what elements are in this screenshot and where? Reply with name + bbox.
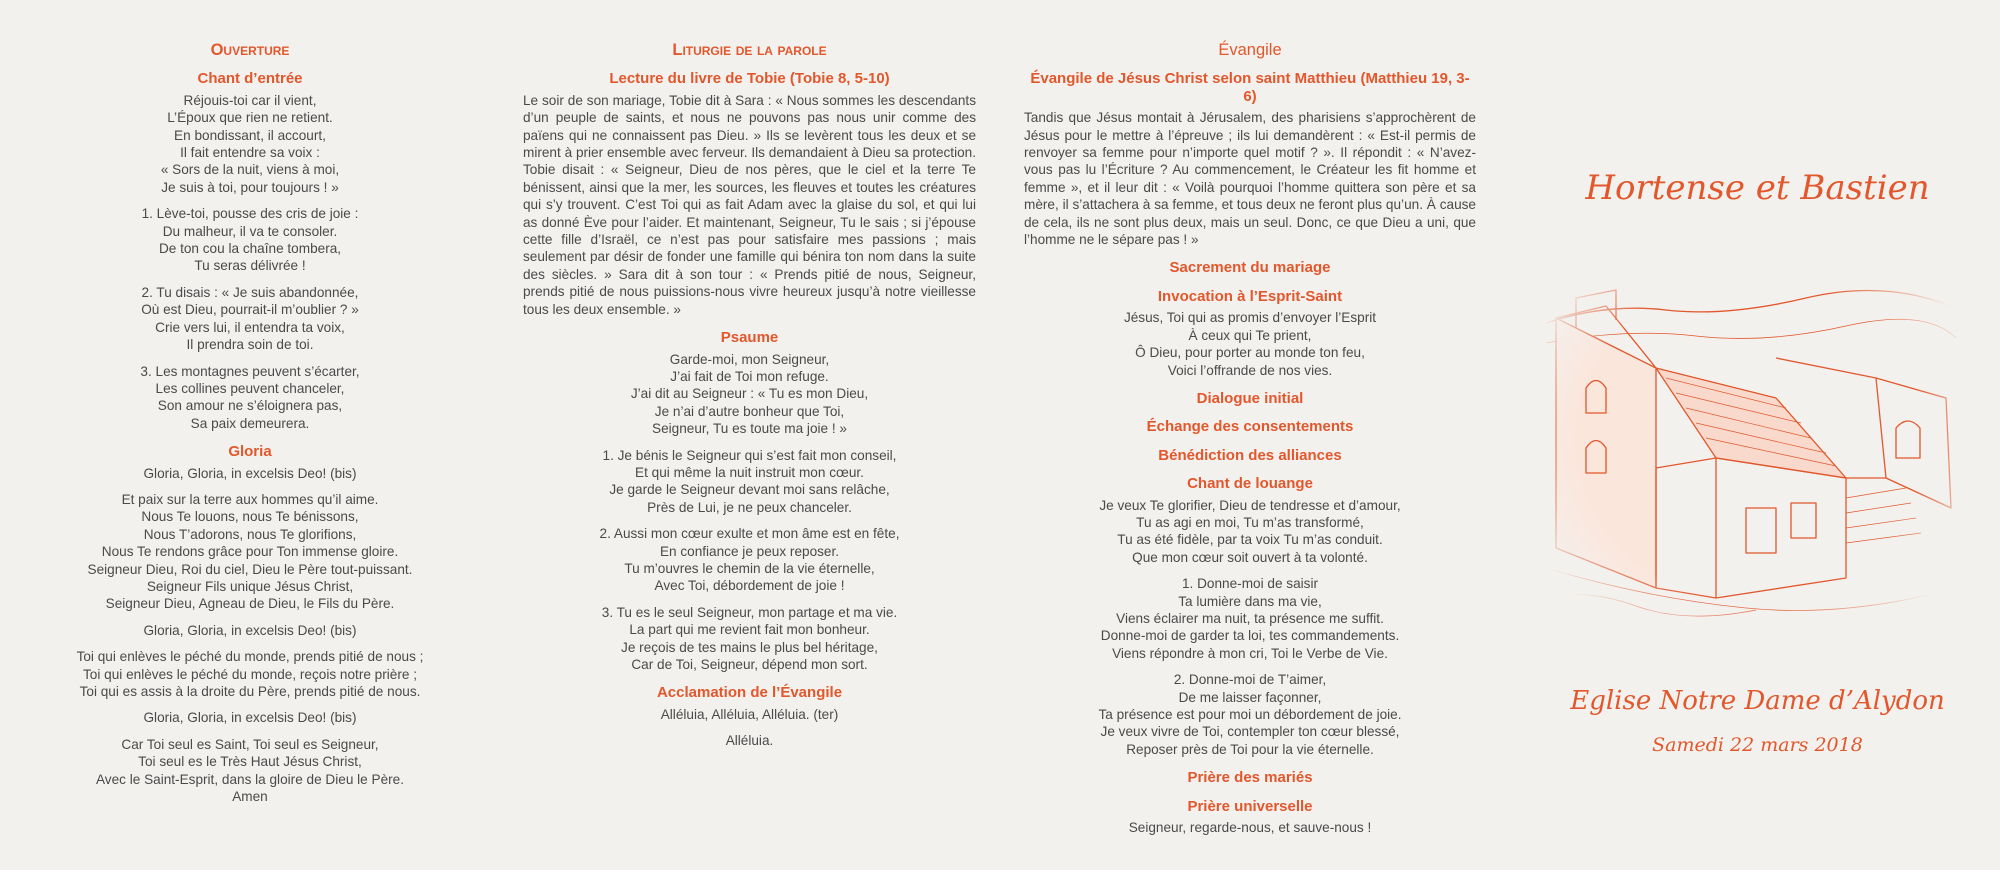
stanza (523, 604, 976, 674)
verse-line: La part qui me revient fait mon bonheur. (629, 622, 870, 638)
verse-line: Viens éclairer ma nuit, ta présence me suffit. (1116, 610, 1384, 626)
verse-line: Je garde le Seigneur devant moi sans relâche, (609, 482, 890, 498)
column-evangile (1024, 30, 1476, 845)
verse-line: Gloria, Gloria, in excelsis Deo! (bis) (143, 465, 357, 481)
verse-line: 2. Aussi mon cœur exulte et mon âme est en fête, (599, 526, 900, 542)
verse-line: Seigneur Dieu, Agneau de Dieu, le Fils du Père. (105, 596, 395, 612)
louange-text (1024, 497, 1476, 759)
heading-benediction: Bénédiction des alliances (1158, 446, 1342, 464)
stanza (58, 736, 442, 806)
verse-line: « Sors de la nuit, viens à moi, (160, 162, 340, 178)
verse-line: Seigneur Dieu, Roi du ciel, Dieu le Père tout-puissant. (87, 561, 413, 577)
heading-psaume: Psaume (720, 329, 779, 347)
verse-line: 2. Tu disais : « Je suis abandonnée, (141, 284, 359, 300)
wedding-date: Samedi 22 mars 2018 (1652, 734, 1863, 756)
verse-line: Tu seras délivrée ! (194, 258, 306, 274)
stanza (1024, 819, 1476, 836)
gloria-text (58, 465, 442, 806)
verse-line: Il fait entendre sa voix : (180, 145, 320, 161)
verse-line: Toi seul es le Très Haut Jésus Christ, (138, 754, 362, 770)
verse-line: J’ai fait de Toi mon refuge. (670, 368, 829, 384)
column-ouverture (58, 30, 442, 814)
psaume-text (523, 351, 976, 674)
verse-line: Car de Toi, Seigneur, dépend mon sort. (631, 657, 868, 672)
verse-line: 1. Donne-moi de saisir (1182, 576, 1318, 592)
column-liturgie (523, 30, 976, 759)
chant-entree-text (58, 92, 442, 432)
section-title-liturgie: Liturgie de la parole (672, 41, 827, 59)
verse-line: 3. Les montagnes peuvent s’écarter, (140, 363, 360, 379)
verse-line: Et qui même la nuit instruit mon cœur. (635, 464, 864, 480)
stanza (58, 363, 442, 433)
verse-line: Ta lumière dans ma vie, (1178, 593, 1322, 609)
verse-line: 1. Je bénis le Seigneur qui s’est fait mon conseil, (602, 447, 897, 463)
heading-sacrement: Sacrement du mariage (1169, 259, 1331, 277)
church-name: Eglise Notre Dame d’Alydon (1570, 686, 1945, 716)
couple-names: Hortense et Bastien (1585, 168, 1930, 208)
verse-line: Alléluia, Alléluia, Alléluia. (ter) (660, 706, 839, 722)
verse-line: Je reçois de tes mains le plus bel héritage, (621, 639, 878, 655)
invocation-text (1024, 309, 1476, 379)
heading-gloria: Gloria (228, 443, 272, 461)
verse-line: Je n’ai d’autre bonheur que Toi, (654, 403, 845, 419)
verse-line: Crie vers lui, il entendra ta voix, (155, 319, 345, 335)
church-sketch-illustration-icon (1546, 248, 1956, 630)
verse-line: En confiance je peux reposer. (659, 543, 840, 559)
evangile-text: Tandis que Jésus montait à Jérusalem, des pharisiens s’approchèrent de Jésus pour le mettre à l’épreuve ; ils lui demandèrent : « Est-il permis de renvoyer sa femme pour n’importe quel motif ? ». Il répondit : « N’avez-vous pas lu l’Écriture ? Au commencement, le Créateur les fit homme et femme », et il leur dit : « Voilà pourquoi l’homme quittera son père et sa mère, il s’attachera à sa femme, et tous deux ne feront plus qu’un. À cause de cela, ils ne sont plus deux, mais un seul. Donc, ce que Dieu a uni, que l’homme ne le sépare pas ! » (1024, 110, 1476, 248)
stanza (58, 465, 442, 482)
stanza (58, 92, 442, 196)
verse-line: Je veux vivre de Toi, contempler ton cœur blessé, (1100, 724, 1400, 740)
heading-lecture: Lecture du livre de Tobie (Tobie 8, 5-10) (609, 70, 890, 88)
stanza (1024, 671, 1476, 758)
stanza (523, 447, 976, 517)
verse-line: 2. Donne-moi de T’aimer, (1173, 672, 1327, 688)
verse-line: Nous Te rendons grâce pour Ton immense gloire. (101, 544, 399, 560)
verse-line: De ton cou la chaîne tombera, (158, 241, 342, 257)
verse-line: Ta présence est pour moi un débordement de joie. (1098, 707, 1402, 722)
verse-line: Voici l’offrande de nos vies. (1167, 362, 1333, 378)
verse-line: Réjouis-toi car il vient, (183, 92, 317, 108)
heading-priere-universelle: Prière universelle (1187, 797, 1313, 815)
verse-line: Toi qui enlèves le péché du monde, reçois notre prière ; (83, 666, 417, 682)
heading-chant-entree: Chant d’entrée (197, 70, 303, 88)
heading-dialogue: Dialogue initial (1196, 389, 1304, 407)
verse-line: Près de Lui, je ne peux chanceler. (647, 499, 852, 515)
verse-line: Avec Toi, débordement de joie ! (654, 578, 845, 594)
verse-line: De me laisser façonner, (1178, 689, 1322, 705)
verse-line: Avec le Saint-Esprit, dans la gloire de Dieu le Père. (95, 771, 405, 787)
verse-line: J’ai dit au Seigneur : « Tu es mon Dieu, (630, 386, 869, 402)
verse-line: Tu as agi en moi, Tu m’as transformé, (1136, 514, 1364, 530)
verse-line: Tu m’ouvres le chemin de la vie éternelle, (624, 560, 875, 576)
heading-louange: Chant de louange (1187, 475, 1313, 493)
priere-universelle-text (1024, 819, 1476, 836)
lecture-text: Le soir de son mariage, Tobie dit à Sara : « Nous sommes les descendants d’un peuple de saints, et nous ne pouvons pas nous unir comme des païens qui ne connaissent pas Dieu. » Ils se levèrent tous les deux et se mirent à prier ensemble avec ferveur. Ils demandaient à Dieu sa protection. Tobie disait : « Seigneur, Dieu de nos pères, que le ciel et la terre Te bénissent, ainsi que la mer, les sources, les fleuves et toutes les créatures qui s’y trouvent. C’est Toi qui as fait Adam avec la glaise du sol, et qui lui as donné Ève pour l’aider. Et maintenant, Seigneur, Tu le sais ; si j’épouse cette fille d’Israël, ce n’est pas pour satisfaire mes passions ; mais seulement par désir de fonder une famille qui bénira ton nom dans la suite des siècles. » Sara dit à son tour : « Prends pitié de nous, Seigneur, prends pitié de nous puissions-nous vivre heureux jusqu’à notre vieillesse tous les deux ensemble. » (523, 92, 976, 317)
acclamation-text (523, 706, 976, 750)
heading-evangile: Évangile de Jésus Christ selon saint Matthieu (Matthieu 19, 3-6) (1030, 70, 1470, 105)
verse-line: Toi qui es assis à la droite du Père, prends pitié de nous. (79, 684, 421, 699)
verse-line: Son amour ne s’éloignera pas, (157, 398, 343, 414)
stanza (58, 709, 442, 726)
stanza (523, 732, 976, 749)
verse-line: Alléluia. (725, 733, 774, 749)
verse-line: Sa paix demeurera. (190, 415, 310, 431)
cover-panel (1530, 0, 2000, 870)
verse-line: L’Époux que rien ne retient. (167, 110, 333, 126)
stanza (58, 491, 442, 613)
stanza (523, 525, 976, 595)
stanza (523, 706, 976, 723)
stanza (523, 351, 976, 438)
verse-line: En bondissant, il accourt, (174, 127, 326, 143)
heading-acclamation: Acclamation de l’Évangile (656, 684, 843, 702)
verse-line: Seigneur Fils unique Jésus Christ, (146, 578, 354, 594)
verse-line: Seigneur, Tu es toute ma joie ! » (652, 421, 847, 437)
stanza (58, 622, 442, 639)
verse-line: À ceux qui Te prient, (1188, 327, 1312, 343)
section-title-evangile: Évangile (1218, 41, 1282, 59)
verse-line: Nous T’adorons, nous Te glorifions, (143, 526, 357, 542)
verse-line: Ô Dieu, pour porter au monde ton feu, (1135, 345, 1365, 361)
verse-line: Amen (232, 789, 268, 805)
verse-line: Du malheur, il va te consoler. (162, 223, 338, 239)
verse-line: Garde-moi, mon Seigneur, (669, 351, 830, 367)
verse-line: Il prendra soin de toi. (186, 337, 314, 353)
verse-line: Gloria, Gloria, in excelsis Deo! (bis) (143, 622, 357, 638)
verse-line: Et paix sur la terre aux hommes qu’il aime. (121, 491, 379, 507)
verse-line: Car Toi seul es Saint, Toi seul es Seigneur, (121, 736, 379, 752)
verse-line: 1. Lève-toi, pousse des cris de joie : (141, 206, 359, 222)
verse-line: Reposer près de Toi pour la vie éternelle. (1126, 741, 1374, 757)
stanza (1024, 575, 1476, 662)
stanza (1024, 497, 1476, 567)
stanza (58, 648, 442, 700)
verse-line: Viens répondre à mon cri, Toi le Verbe de Vie. (1112, 645, 1388, 661)
verse-line: Jésus, Toi qui as promis d’envoyer l’Esprit (1123, 310, 1377, 326)
heading-echange: Échange des consentements (1146, 418, 1354, 436)
verse-line: Toi qui enlèves le péché du monde, prends pitié de nous ; (76, 649, 424, 665)
verse-line: Gloria, Gloria, in excelsis Deo! (bis) (143, 710, 357, 726)
stanza (1024, 309, 1476, 379)
verse-line: Nous Te louons, nous Te bénissons, (141, 509, 359, 525)
heading-invocation: Invocation à l’Esprit-Saint (1157, 287, 1343, 305)
stanza (58, 205, 442, 275)
verse-line: Que mon cœur soit ouvert à ta volonté. (1132, 549, 1368, 565)
heading-priere-maries: Prière des mariés (1187, 769, 1313, 787)
verse-line: 3. Tu es le seul Seigneur, mon partage et ma vie. (601, 604, 898, 620)
stanza (58, 284, 442, 354)
verse-line: Seigneur, regarde-nous, et sauve-nous ! (1128, 820, 1372, 836)
verse-line: Donne-moi de garder ta loi, tes commandements. (1100, 628, 1400, 644)
verse-line: Je veux Te glorifier, Dieu de tendresse et d’amour, (1099, 497, 1401, 513)
verse-line: Je suis à toi, pour toujours ! » (161, 179, 339, 195)
verse-line: Les collines peuvent chanceler, (155, 380, 345, 396)
verse-line: Où est Dieu, pourrait-il m’oublier ? » (141, 302, 359, 318)
verse-line: Tu as été fidèle, par ta voix Tu m’as conduit. (1117, 532, 1383, 548)
section-title-ouverture: Ouverture (210, 41, 290, 59)
